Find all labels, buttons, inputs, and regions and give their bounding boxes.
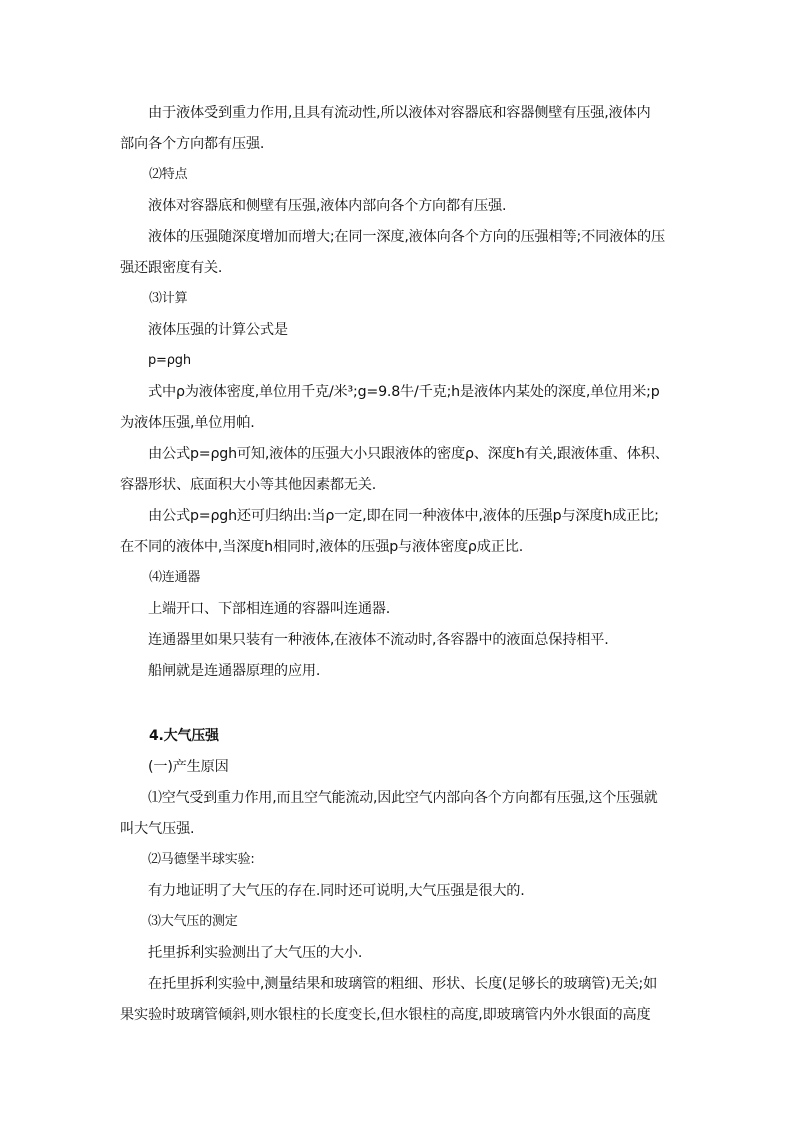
paragraph-line: 果实验时玻璃管倾斜,则水银柱的长度变长,但水银柱的高度,即玻璃管内外水银面的高度	[120, 1007, 651, 1023]
paragraph-line: 叫大气压强.	[120, 821, 195, 837]
paragraph-line: 式中ρ为液体密度,单位用千克/米³;g=9.8牛/千克;h是液体内某处的深度,单位用米;p	[148, 384, 660, 400]
paragraph-line: 强还跟密度有关.	[120, 260, 223, 276]
paragraph-line: 由于液体受到重力作用,且具有流动性,所以液体对容器底和容器侧壁有压强,液体内	[148, 105, 651, 121]
paragraph-line: 连通器里如果只装有一种液体,在液体不流动时,各容器中的液面总保持相平.	[148, 632, 609, 648]
paragraph-line: 部向各个方向都有压强.	[120, 136, 265, 152]
section-heading: ⑷连通器	[149, 570, 201, 585]
paragraph-line: 液体的压强随深度增加而增大;在同一深度,液体向各个方向的压强相等;不同液体的压	[148, 229, 666, 245]
formula: p=ρgh	[148, 353, 191, 368]
section-heading: ⑵特点	[149, 167, 188, 182]
paragraph-line: 有力地证明了大气压的存在.同时还可说明,大气压强是很大的.	[148, 883, 525, 899]
paragraph-line: 为液体压强,单位用帕.	[120, 415, 255, 431]
paragraph-line: 在托里拆利实验中,测量结果和玻璃管的粗细、形状、长度(足够长的玻璃管)无关;如	[148, 976, 658, 992]
section-heading: (一)产生原因	[148, 759, 229, 775]
paragraph-line: 船闸就是连通器原理的应用.	[148, 663, 321, 679]
paragraph-line: 上端开口、下部相连通的容器叫连通器.	[148, 601, 391, 617]
paragraph-line: 在不同的液体中,当深度h相同时,液体的压强p与液体密度ρ成正比.	[120, 539, 524, 555]
section-heading: ⑶计算	[149, 291, 188, 306]
paragraph-line: 容器形状、底面积大小等其他因素都无关.	[120, 477, 377, 493]
paragraph-line: 由公式p=ρgh可知,液体的压强大小只跟液体的密度ρ、深度h有关,跟液体重、体积、	[148, 446, 669, 462]
paragraph-line: 由公式p=ρgh还可归纳出:当ρ一定,即在同一种液体中,液体的压强p与深度h成正比;	[148, 508, 659, 524]
paragraph-line: 液体压强的计算公式是	[148, 322, 288, 338]
section-heading: ⑵马德堡半球实验:	[148, 852, 255, 867]
section-title: 4.大气压强	[149, 728, 219, 744]
paragraph-line: ⑴空气受到重力作用,而且空气能流动,因此空气内部向各个方向都有压强,这个压强就	[148, 790, 658, 806]
section-heading: ⑶大气压的测定	[148, 914, 238, 929]
paragraph-line: 托里拆利实验测出了大气压的大小.	[148, 945, 363, 961]
paragraph-line: 液体对容器底和侧壁有压强,液体内部向各个方向都有压强.	[148, 198, 507, 214]
